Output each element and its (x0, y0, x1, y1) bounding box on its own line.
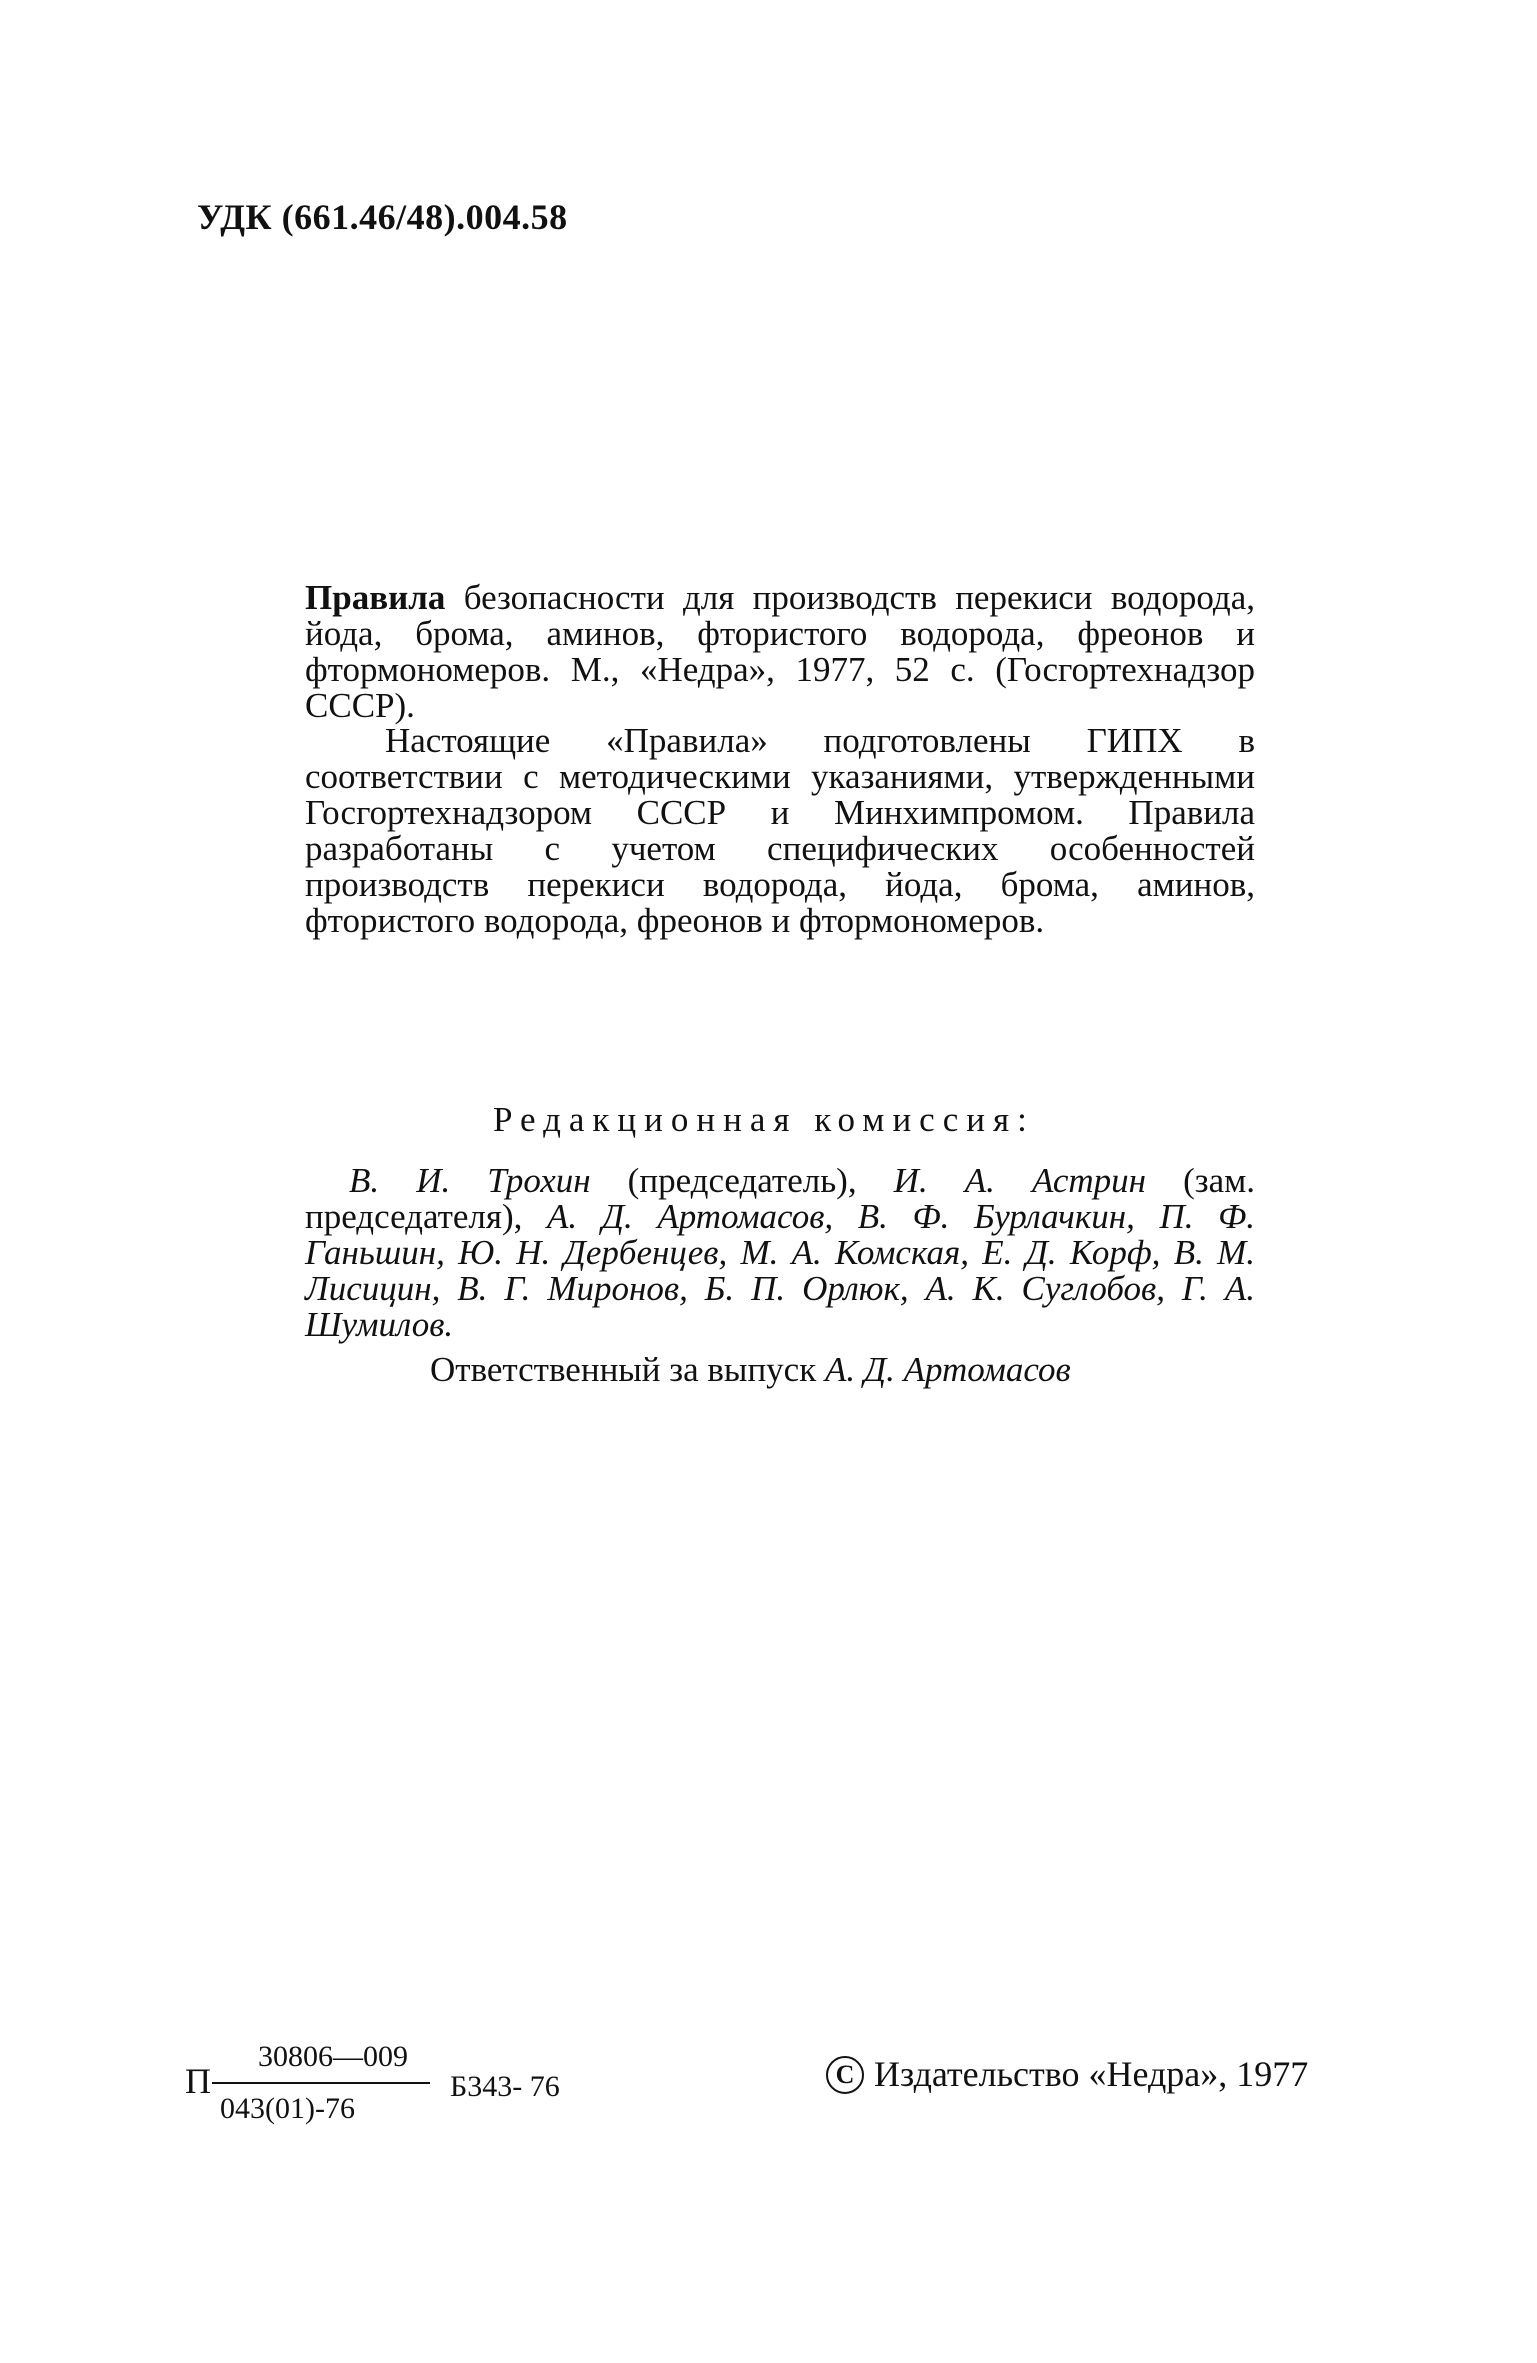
responsible-name: А. Д. Артомасов (824, 1350, 1071, 1389)
chair-name: В. И. Трохин (349, 1161, 591, 1200)
commission-title: Редакционная комиссия: (493, 1100, 1035, 1139)
annotation-lead-word: Правила (305, 578, 446, 617)
annotation-paragraph-2: Настоящие «Правила» подготовлены ГИПХ в соответствии с методическими указаниями, утвержденными Госгортехнадзором СССР и Минхимпромом. Правила разработаны с учетом специфических особенностей производств перекиси водорода, йода, брома, аминов, фтористого водорода, фреонов и фтормономеров. (305, 721, 1255, 940)
footer-numerator: 30806—009 (258, 2040, 408, 2073)
members-list: А. Д. Артомасов, В. Ф. Бурлачкин, П. Ф. Ганьшин, Ю. Н. Дербенцев, М. А. Комская, Е. Д. Корф, В. М. Лисицин, В. Г. Миронов, Б. П. Орлюк, А. К. Суглобов, Г. А. Шумилов. (305, 1197, 1255, 1344)
udk-code: УДК (661.46/48).004.58 (197, 197, 568, 237)
commission-members (305, 1163, 1255, 1343)
footer-letter: П (185, 2061, 211, 2101)
chair-role: (председатель), (590, 1161, 894, 1200)
responsible-editor (430, 1350, 1071, 1390)
footer-fraction-line (212, 2082, 430, 2084)
annotation-paragraph-1-text: безопасности для производств перекиси водорода, йода, брома, аминов, фтористого водорода, фреонов и фтормономеров. М., «Недра», 1977, 52 с. (Госгортехнадзор СССР). (305, 578, 1255, 725)
responsible-label: Ответственный за выпуск (430, 1350, 825, 1389)
footer-code: Б343- 76 (450, 2070, 560, 2103)
footer-denominator: 043(01)-76 (220, 2092, 355, 2125)
copyright-notice (826, 2053, 1308, 2097)
copyright-icon: C (826, 2056, 864, 2094)
vice-chair-role: (зам. председателя), (305, 1161, 1256, 1236)
vice-chair-name: И. А. Астрин (893, 1161, 1147, 1200)
copyright-text: Издательство «Недра», 1977 (874, 2054, 1309, 2094)
annotation-paragraph-1 (305, 580, 1255, 724)
